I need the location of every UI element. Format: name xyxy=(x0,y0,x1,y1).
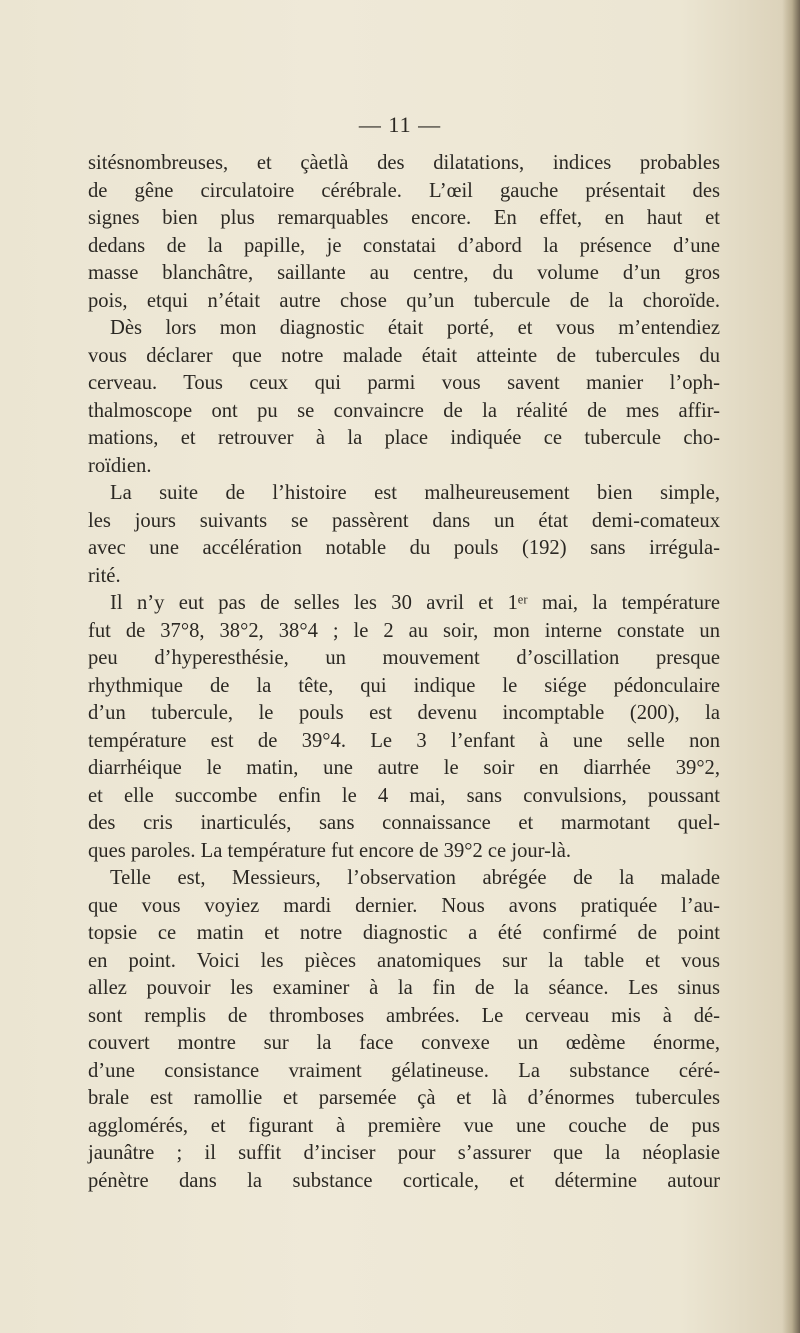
text-line: thalmoscope ont pu se convaincre de la réalité de mes affir- xyxy=(88,399,720,422)
text-line: mations, et retrouver à la place indiquée ce tubercule cho- xyxy=(88,427,720,449)
text-line: rhythmique de la tête, qui indique le siége pédonculaire xyxy=(88,674,720,697)
text-line: en point. Voici les pièces anatomiques sur la table et vous xyxy=(88,949,720,972)
text-line: Dès lors mon diagnostic était porté, et vous m’entendiez xyxy=(110,317,720,339)
text-line: des cris inarticulés, sans connaissance et marmotant quel- xyxy=(88,812,720,834)
text-line: diarrhéique le matin, une autre le soir en diarrhée 39°2, xyxy=(88,757,720,779)
text-line: masse blanchâtre, saillante au centre, du volume d’un gros xyxy=(88,262,720,284)
text-line: et elle succombe enfin le 4 mai, sans convulsions, poussant xyxy=(88,784,720,807)
text-line: Il n’y eut pas de selles les 30 avril et 1ᵉʳ mai, la température xyxy=(110,592,720,614)
text-line: température est de 39°4. Le 3 l’enfant à une selle non xyxy=(88,729,720,752)
text-line: ques paroles. La température fut encore de 39°2 ce jour-là. xyxy=(88,839,571,862)
text-line: de gêne circulatoire cérébrale. L’œil gauche présentait des xyxy=(88,179,720,202)
text-line: couvert montre sur la face convexe un œdème énorme, xyxy=(88,1032,720,1054)
text-line: les jours suivants se passèrent dans un état demi-comateux xyxy=(88,509,720,532)
text-line: topsie ce matin et notre diagnostic a été confirmé de point xyxy=(88,922,720,944)
text-line: avec une accélération notable du pouls (192) sans irrégula- xyxy=(88,537,720,559)
text-line: La suite de l’histoire est malheureusement bien simple, xyxy=(110,482,720,504)
text-line: que vous voyiez mardi dernier. Nous avons pratiquée l’au- xyxy=(88,894,720,917)
text-line: dedans de la papille, je constatai d’abord la présence d’une xyxy=(88,234,720,257)
text-line: allez pouvoir les examiner à la fin de la séance. Les sinus xyxy=(88,977,720,999)
text-line: pois, etqui n’était autre chose qu’un tubercule de la choroïde. xyxy=(88,289,720,312)
body-text xyxy=(88,150,720,1195)
text-line: Telle est, Messieurs, l’observation abrégée de la malade xyxy=(110,867,720,889)
text-line: roïdien. xyxy=(88,454,152,477)
text-line: rité. xyxy=(88,564,121,587)
text-line: sont remplis de thromboses ambrées. Le cerveau mis à dé- xyxy=(88,1004,720,1027)
text-line: d’une consistance vraiment gélatineuse. La substance céré- xyxy=(88,1059,720,1082)
text-line: peu d’hyperesthésie, un mouvement d’oscillation presque xyxy=(88,647,720,669)
text-line: fut de 37°8, 38°2, 38°4 ; le 2 au soir, mon interne constate un xyxy=(88,619,720,642)
page-number: — 11 — xyxy=(358,112,442,137)
text-line: signes bien plus remarquables encore. En effet, en haut et xyxy=(88,207,720,229)
text-line: jaunâtre ; il suffit d’inciser pour s’assurer que la néoplasie xyxy=(88,1142,720,1164)
text-line: cerveau. Tous ceux qui parmi vous savent manier l’oph- xyxy=(88,372,720,394)
text-line: brale est ramollie et parsemée çà et là d’énormes tubercules xyxy=(88,1087,720,1109)
page-edge-shadow xyxy=(782,0,800,1333)
text-line: sitésnombreuses, et çàetlà des dilatations, indices probables xyxy=(88,152,720,174)
text-line: agglomérés, et figurant à première vue une couche de pus xyxy=(88,1114,720,1137)
text-line: d’un tubercule, le pouls est devenu incomptable (200), la xyxy=(88,702,720,724)
text-line: pénètre dans la substance corticale, et détermine autour xyxy=(88,1169,720,1192)
text-line: vous déclarer que notre malade était atteinte de tubercules du xyxy=(88,344,720,367)
